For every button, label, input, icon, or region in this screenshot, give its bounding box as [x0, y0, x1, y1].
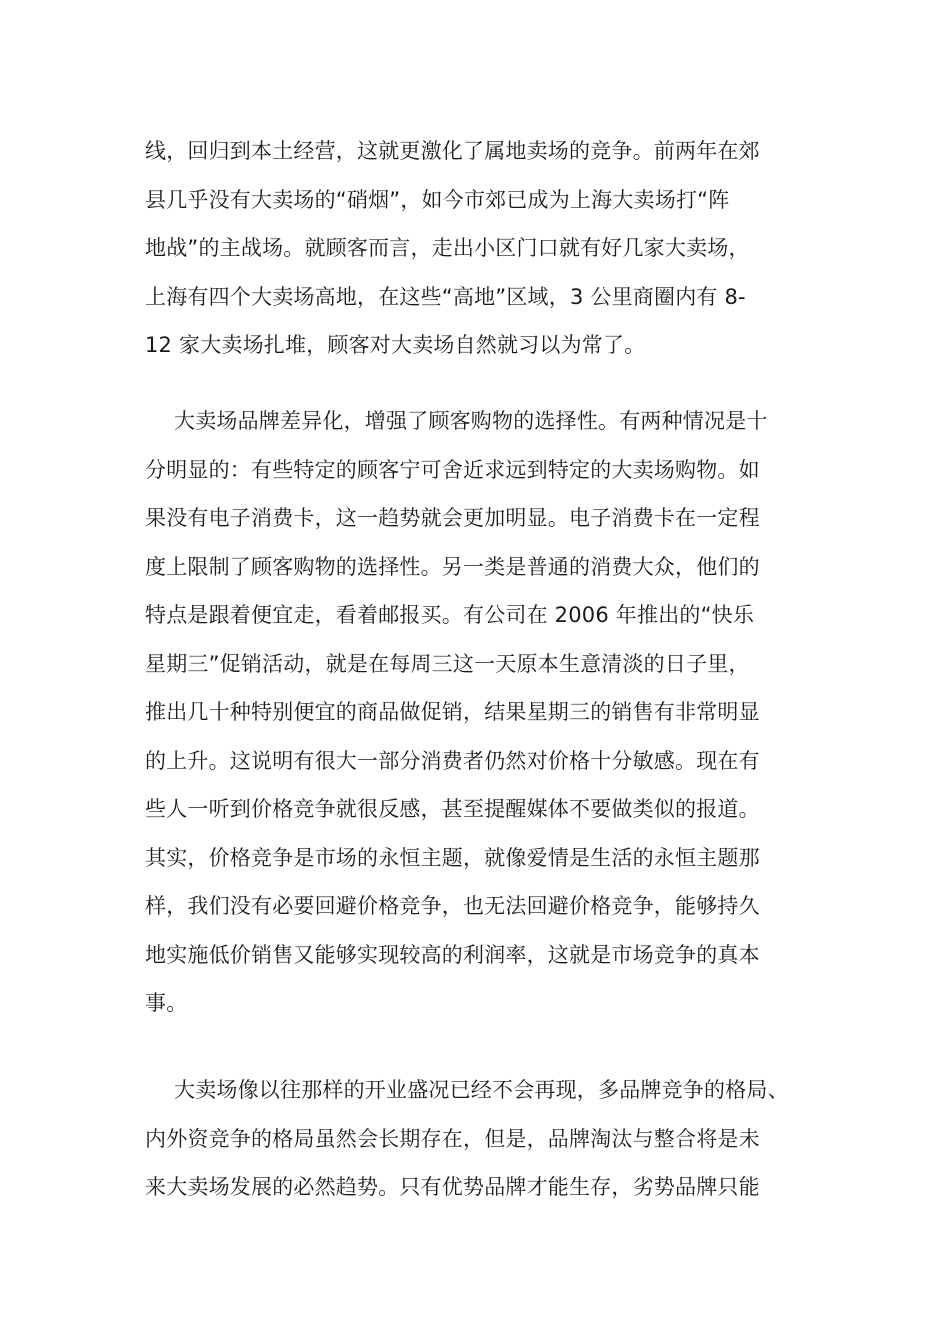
paragraph-line: 上海有四个大卖场高地，在这些“高地”区域，3 公里商圈内有 8- — [145, 284, 746, 309]
paragraph-line: 果没有电子消费卡，这一趋势就会更加明显。电子消费卡在一定程 — [145, 506, 760, 530]
paragraph-line: 特点是跟着便宜走，看着邮报买。有公司在 2006 年推出的“快乐 — [145, 603, 755, 627]
paragraph-line: 大卖场像以往那样的开业盛况已经不会再现，多品牌竞争的格局、 — [174, 1078, 789, 1102]
paragraph-line: 大卖场品牌差异化，增强了顾客购物的选择性。有两种情况是十 — [174, 409, 768, 433]
paragraph-line: 内外资竞争的格局虽然会长期存在，但是，品牌淘汰与整合将是未 — [145, 1126, 760, 1151]
paragraph-line: 事。 — [145, 991, 188, 1015]
paragraph-line: 县几乎没有大卖场的“硝烟”，如今市郊已成为上海大卖场打“阵 — [145, 187, 730, 212]
paragraph-line: 星期三”促销活动，就是在每周三这一天原本生意清淡的日子里， — [145, 651, 750, 676]
paragraph-line: 推出几十种特别便宜的商品做促销，结果星期三的销售有非常明显 — [145, 700, 760, 724]
paragraph-line: 来大卖场发展的必然趋势。只有优势品牌才能生存，劣势品牌只能 — [145, 1175, 760, 1199]
paragraph-line: 度上限制了顾客购物的选择性。另一类是普通的消费大众，他们的 — [145, 554, 760, 579]
paragraph-line: 样，我们没有必要回避价格竞争，也无法回避价格竞争，能够持久 — [145, 894, 760, 918]
paragraph-line: 地战”的主战场。就顾客而言，走出小区门口就有好几家大卖场， — [145, 236, 750, 260]
paragraph-1 — [145, 127, 825, 370]
paragraph-line: 其实，价格竞争是市场的永恒主题，就像爱情是生活的永恒主题那 — [145, 845, 760, 870]
paragraph-line: 线，回归到本土经营，这就更激化了属地卖场的竞争。前两年在郊 — [145, 139, 760, 163]
paragraph-line: 些人一听到价格竞争就很反感，甚至提醒媒体不要做类似的报道。 — [145, 797, 760, 821]
paragraph-line: 地实施低价销售又能够实现较高的利润率，这就是市场竞争的真本 — [145, 942, 760, 967]
paragraph-3 — [145, 1066, 825, 1212]
paragraph-line: 12 家大卖场扎堆，顾客对大卖场自然就习以为常了。 — [145, 333, 646, 357]
paragraph-line: 分明显的：有些特定的顾客宁可舍近求远到特定的大卖场购物。如 — [145, 457, 760, 482]
paragraph-line: 的上升。这说明有很大一部分消费者仍然对价格十分敏感。现在有 — [145, 748, 760, 773]
paragraph-2 — [145, 397, 825, 1028]
